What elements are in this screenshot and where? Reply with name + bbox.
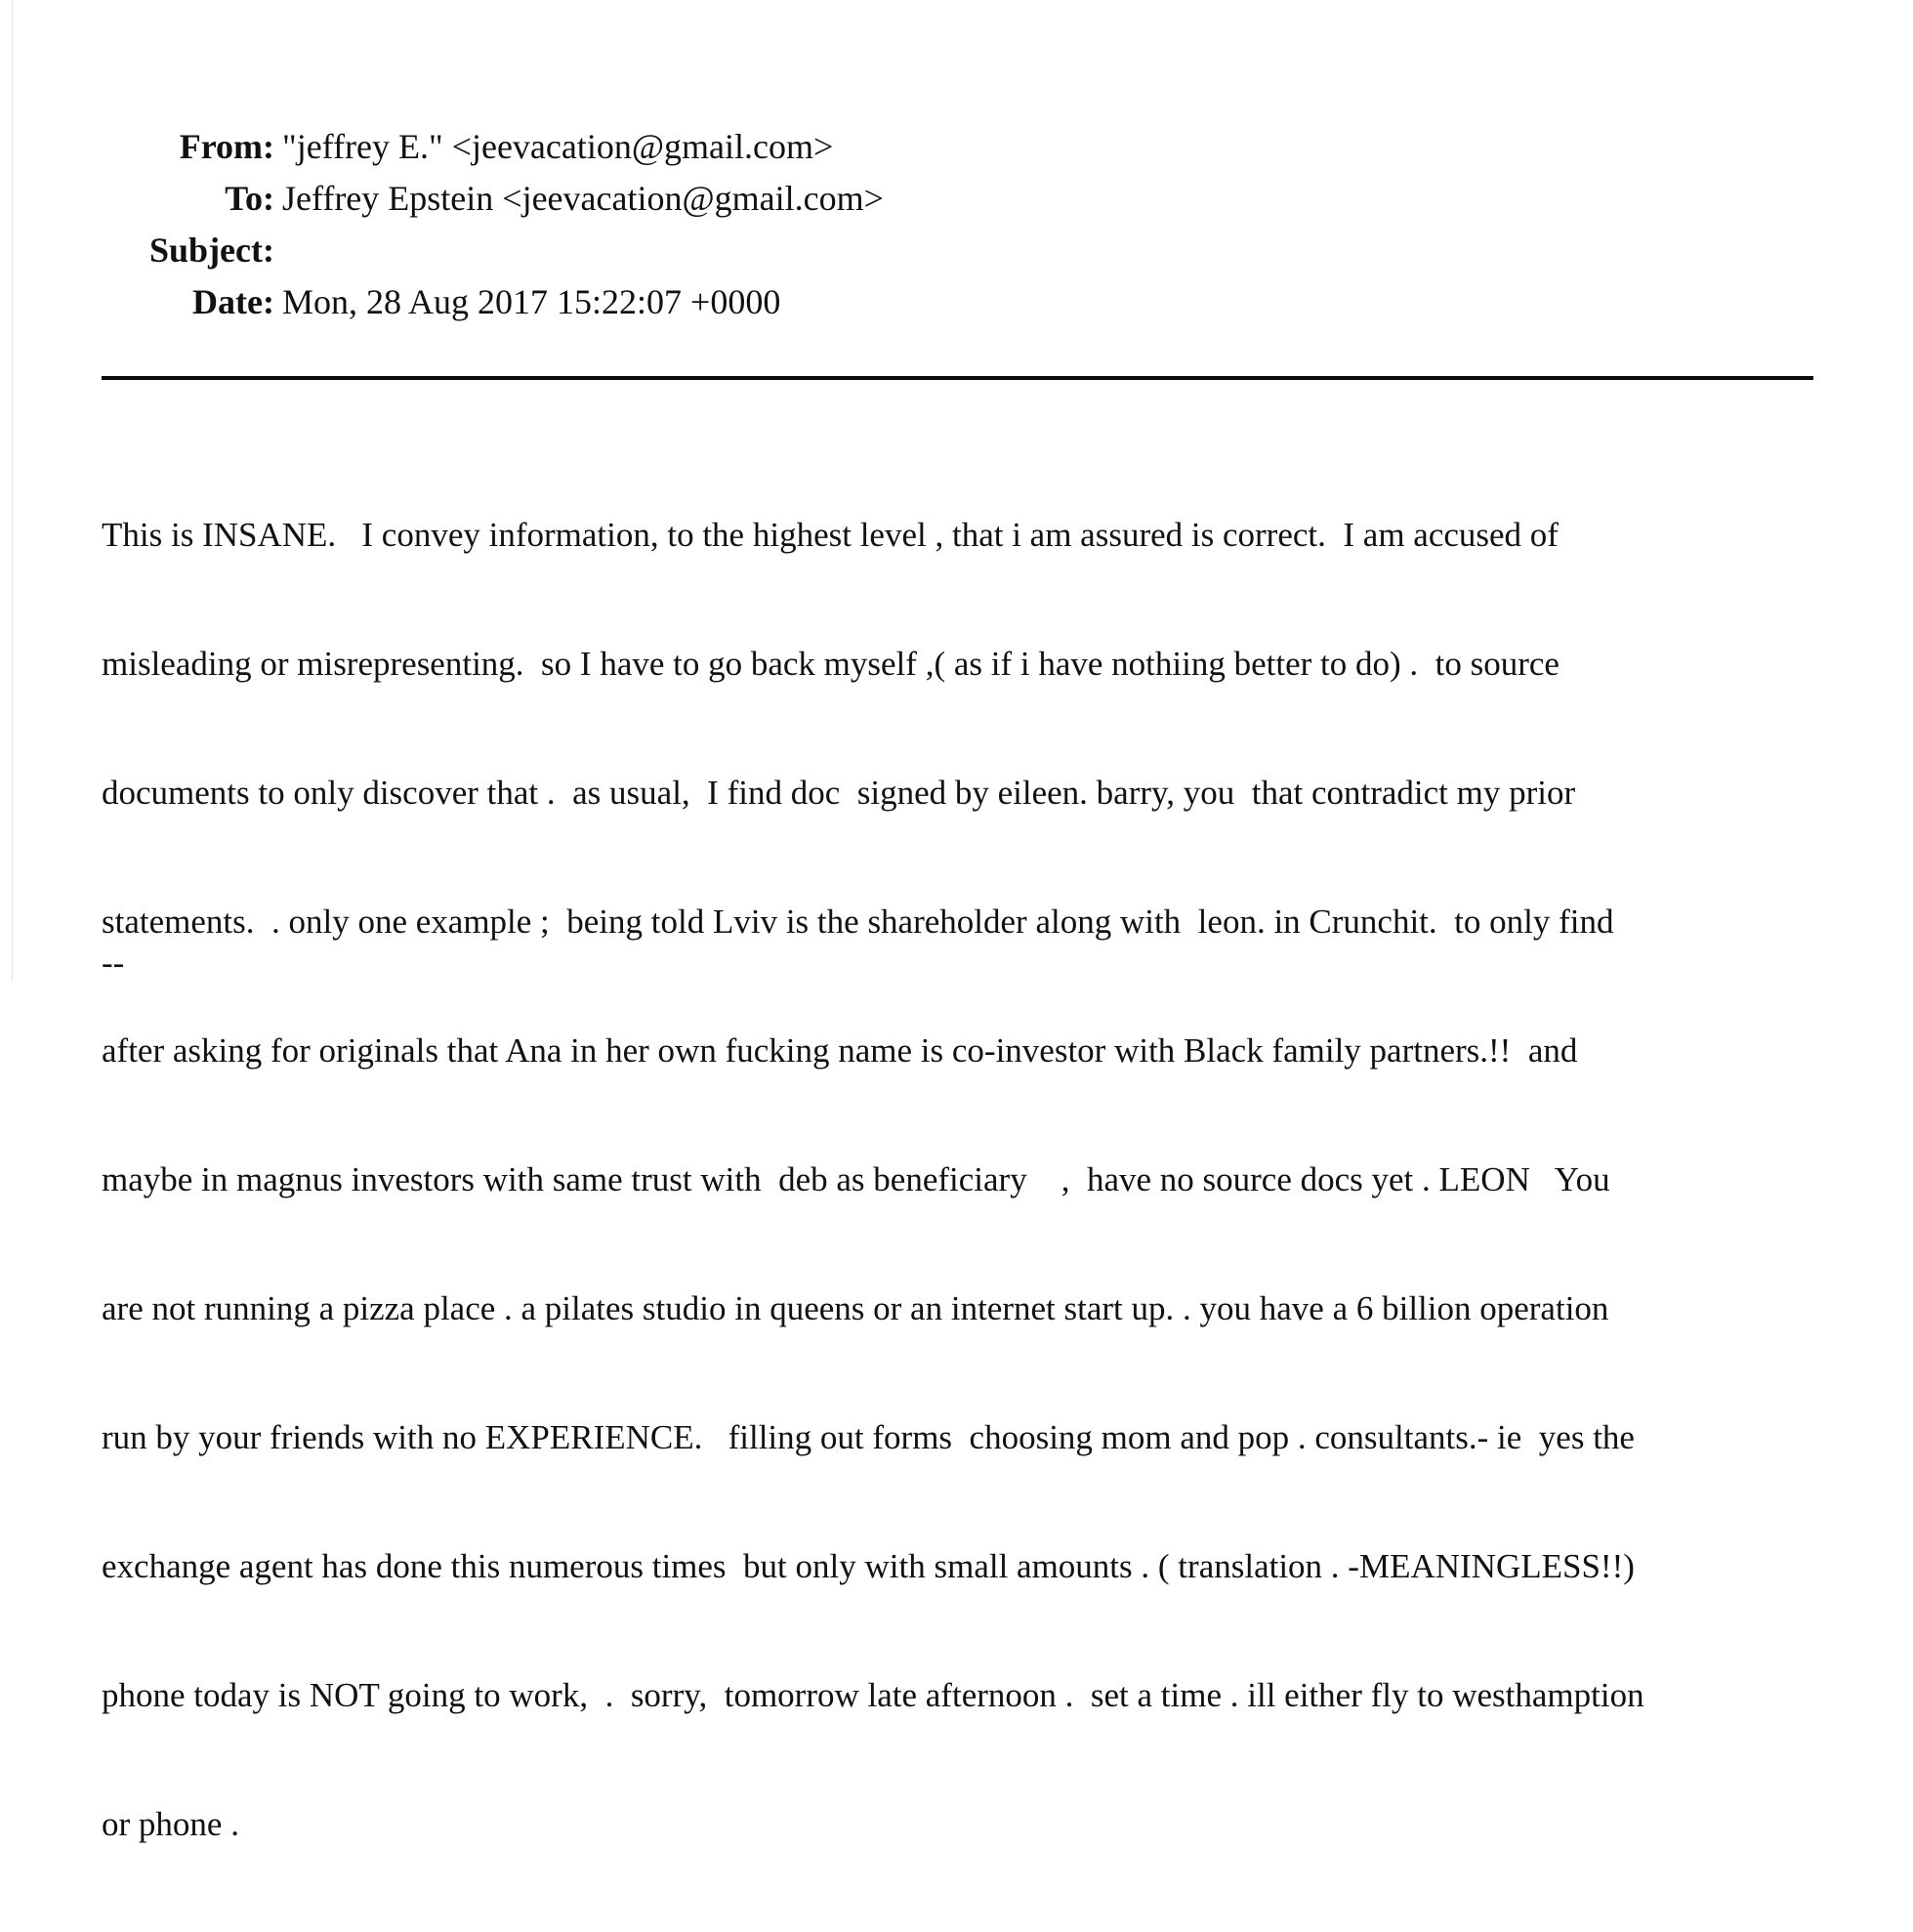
body-line: maybe in magnus investors with same trust with deb as beneficiary , have no source docs yet . LEON You xyxy=(102,1160,1610,1198)
from-row xyxy=(0,121,1074,173)
subject-label: Subject: xyxy=(149,231,274,270)
to-value: Jeffrey Epstein <jeevacation@gmail.com> xyxy=(282,179,884,218)
body-line: exchange agent has done this numerous times but only with small amounts . ( translation . -MEANINGLESS!!) xyxy=(102,1547,1635,1585)
from-label: From: xyxy=(179,127,274,166)
email-header xyxy=(0,121,1074,328)
subject-row xyxy=(0,225,1074,276)
date-label: Date: xyxy=(192,282,274,321)
body-line: or phone . xyxy=(102,1805,239,1843)
date-value: Mon, 28 Aug 2017 15:22:07 +0000 xyxy=(282,282,781,321)
from-value: "jeffrey E." <jeevacation@gmail.com> xyxy=(282,127,834,166)
email-body xyxy=(102,428,1840,1932)
body-line: This is INSANE. I convey information, to the highest level , that i am assured is correct. I am accused of xyxy=(102,516,1559,554)
signature-separator: -- xyxy=(102,944,125,982)
header-divider xyxy=(102,376,1813,380)
body-line: misleading or misrepresenting. so I have to go back myself ,( as if i have nothiing better to do) . to source xyxy=(102,645,1560,683)
body-line: statements. . only one example ; being told Lviv is the shareholder along with leon. in Crunchit. to only find xyxy=(102,903,1614,941)
body-line: after asking for originals that Ana in her own fucking name is co-investor with Black family partners.!! and xyxy=(102,1031,1578,1070)
body-line: are not running a pizza place . a pilates studio in queens or an internet start up. . you have a 6 billion operation xyxy=(102,1289,1609,1327)
body-line: documents to only discover that . as usual, I find doc signed by eileen. barry, you that contradict my prior xyxy=(102,774,1576,812)
to-label: To: xyxy=(225,179,274,218)
body-line: phone today is NOT going to work, . sorry, tomorrow late afternoon . set a time . ill either fly to westhamption xyxy=(102,1676,1644,1714)
date-row xyxy=(0,276,1074,328)
body-line: run by your friends with no EXPERIENCE. filling out forms choosing mom and pop . consultants.- ie yes the xyxy=(102,1418,1635,1456)
to-row xyxy=(0,173,1074,225)
